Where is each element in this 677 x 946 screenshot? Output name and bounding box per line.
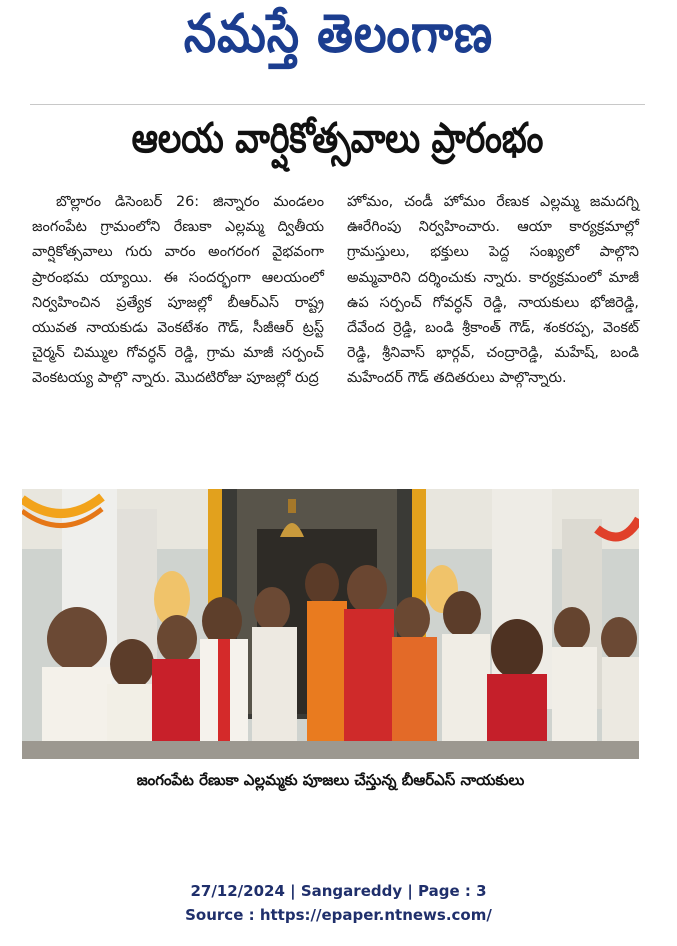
photo-caption-text: జంగంపేట రేణుకా ఎల్లమ్మకు పూజలు చేస్తున్న బీఆర్ఎస్ నాయకులు (136, 771, 525, 789)
photo-caption (22, 765, 639, 799)
article-paragraph-left: బొల్లారం డిసెంబర్ 26: జిన్నారం మండలం జంగంపేట గ్రామంలోని రేణుకా ఎల్లమ్మ ద్వితీయ వార్షికోత్సవాలు గురు వారం అంగరంగ వైభవంగా ప్రారంభమ య్యాయి. ఈ సందర్భంగా ఆలయంలో నిర్వహించిన ప్రత్యేక పూజల్లో బీఆర్ఎస్ రాష్ట్ర యువత నాయకుడు వెంకటేశం గౌడ్, సీజీఆర్ ట్రస్ట్ చైర్మన్ చిమ్ముల గోవర్ధన్ రెడ్డి, గ్రామ మాజీ సర్పంచ్ వెంకటయ్య పాల్గొ న్నారు. మొదటిరోజు పూజల్లో రుద్ర (32, 194, 324, 387)
footer-date-line: 27/12/2024 | Sangareddy | Page : 3 (190, 882, 487, 900)
masthead-divider (30, 104, 645, 105)
headline (30, 112, 645, 172)
headline-text: ఆలయ వార్షికోత్సవాలు ప్రారంభం (131, 112, 544, 162)
temple-photo-illustration (22, 489, 639, 759)
masthead (0, 0, 677, 80)
article-column-right (347, 190, 639, 392)
article-paragraph-right: హోమం, చండీ హోమం రేణుక ఎల్లమ్మ జమదగ్ని ఊరేగింపు నిర్వహించారు. ఆయా కార్యక్రమాల్లో గ్రామస్తులు, భక్తులు పెద్ద సంఖ్యలో పాల్గొని అమ్మవారిని దర్శించుకు న్నారు. కార్యక్రమంలో మాజీ ఉప సర్పంచ్ గోవర్ధన్ రెడ్డి, నాయకులు భోజిరెడ్డి, దేవేంద ర్రెడ్డి, బండి శ్రీకాంత్ గౌడ్, శంకరప్ప, వెంకట్ రెడ్డి, శ్రీనివాస్ భార్గవ్, చంద్రారెడ్డి, మహేష్, బండి మహేందర్ గౌడ్ తదితరులు పాల్గొన్నారు. (347, 194, 639, 387)
masthead-title: నమస్తే తెలంగాణ (183, 2, 494, 65)
footer-source-line[interactable]: Source : https://epaper.ntnews.com/ (185, 906, 492, 924)
article-photo (22, 489, 639, 759)
article-column-left (32, 190, 324, 392)
